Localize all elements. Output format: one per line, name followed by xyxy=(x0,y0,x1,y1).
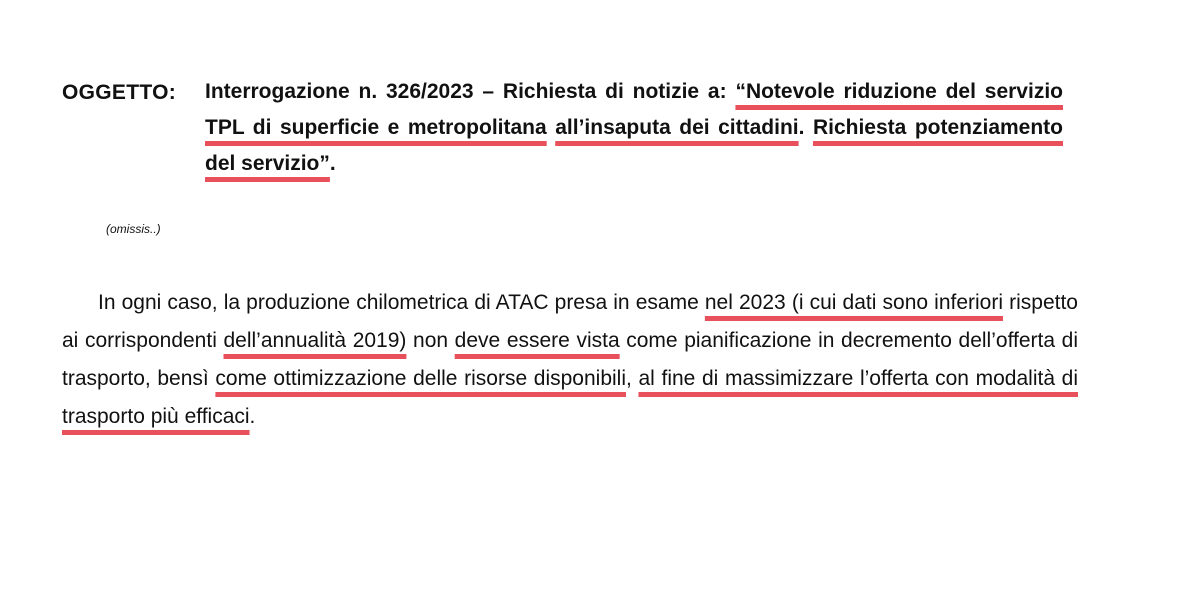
subject-text-segment: . xyxy=(329,152,336,175)
highlighted-paragraph-segment: deve essere vista xyxy=(454,329,620,352)
paragraph-segment: come pianificazione in decremento dell’offerta di trasporto, bensì xyxy=(62,329,1078,390)
highlighted-paragraph-segment: come ottimizzazione delle risorse disponibili xyxy=(215,367,626,390)
highlighted-paragraph-segment: nel 2023 (i cui dati sono inferiori xyxy=(704,291,1004,314)
paragraph-segment: , xyxy=(626,367,639,390)
highlighted-subject-segment: all’insaputa dei cittadini xyxy=(555,116,799,139)
highlighted-paragraph-segment: dell’annualità 2019) xyxy=(223,329,407,352)
paragraph-segment: In ogni caso, la produzione chilometrica di ATAC presa in esame xyxy=(98,291,705,314)
body-paragraph xyxy=(62,284,1078,436)
subject-text-segment xyxy=(547,116,556,139)
subject-text xyxy=(205,74,1063,182)
paragraph-segment: rispetto ai corrispondenti xyxy=(62,291,1078,352)
paragraph-segment: non xyxy=(406,329,455,352)
paragraph-segment: . xyxy=(249,405,256,428)
subject-label: OGGETTO: xyxy=(62,81,177,104)
omissis-note: (omissis..) xyxy=(106,222,161,236)
highlighted-subject-segment: Richiesta potenziamento del servizio” xyxy=(205,116,1063,175)
subject-text-segment: Interrogazione n. 326/2023 – Richiesta di notizie a: xyxy=(205,80,736,103)
highlighted-subject-segment: “Notevole riduzione del servizio TPL di superficie e metropolitana xyxy=(205,80,1063,139)
highlighted-paragraph-segment: al fine di massimizzare l’offerta con modalità di trasporto più efficaci xyxy=(62,367,1078,428)
subject-text-segment: . xyxy=(798,116,813,139)
